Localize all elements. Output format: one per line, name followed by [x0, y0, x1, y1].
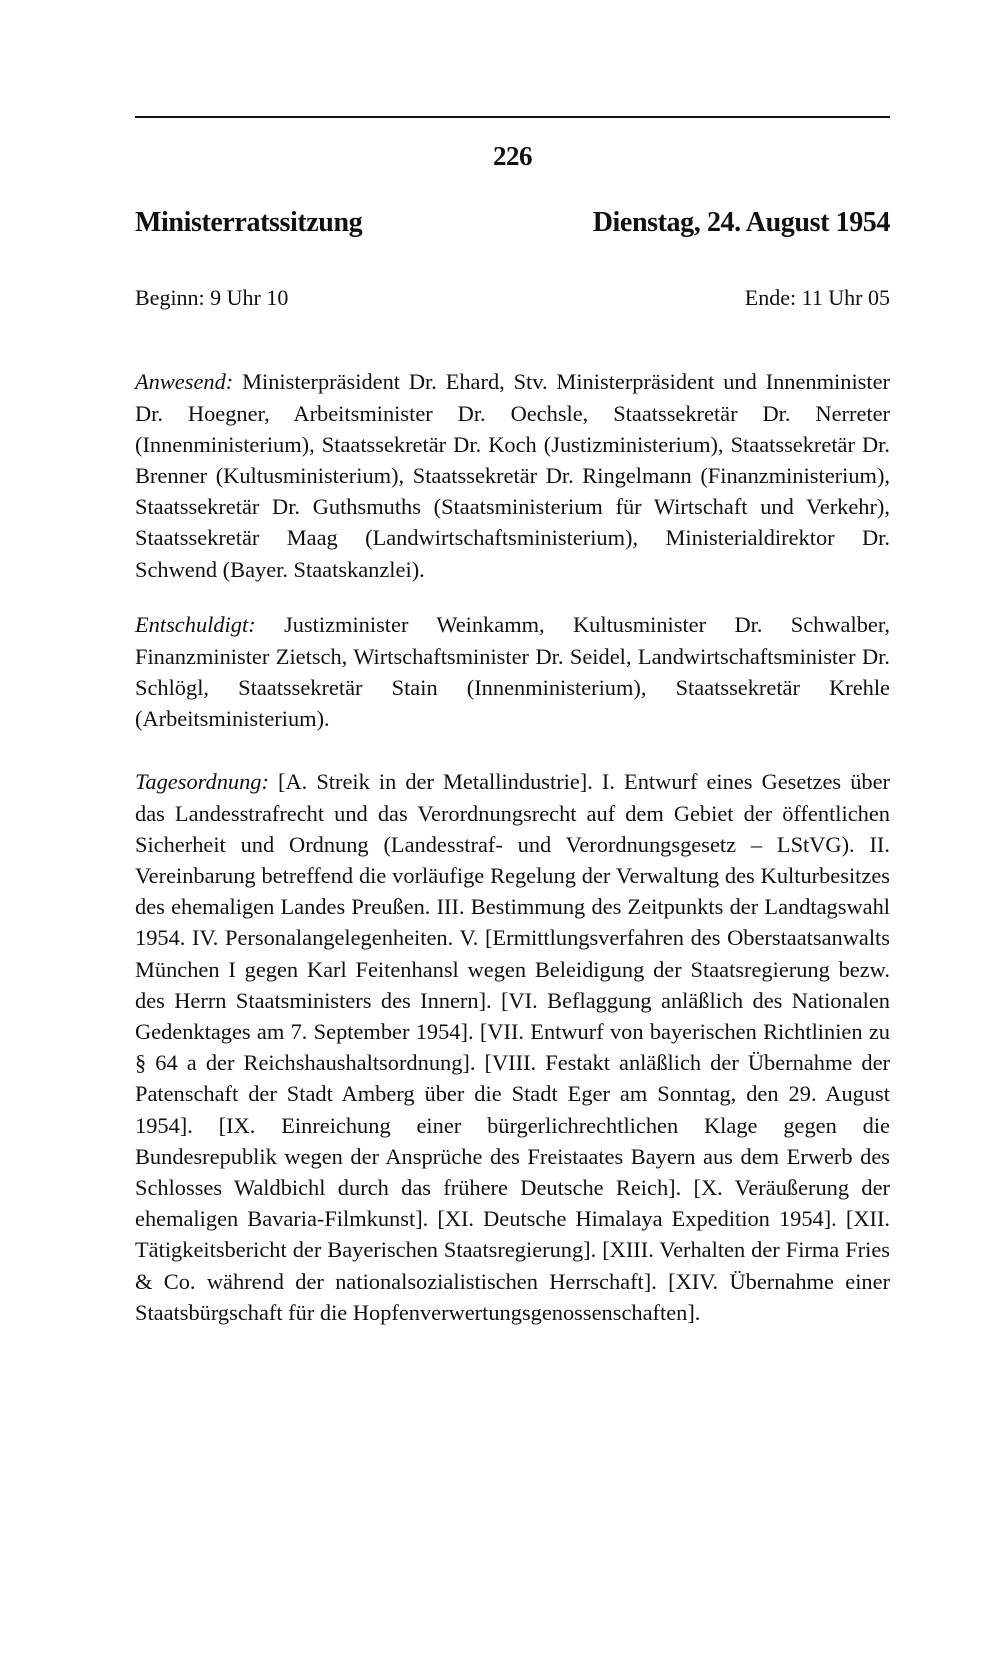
- agenda-paragraph: [135, 766, 890, 1328]
- session-times: [135, 285, 890, 311]
- end-time: Ende: 11 Uhr 05: [744, 285, 890, 310]
- attendees-label: Anwesend:: [135, 369, 234, 395]
- session-header: [135, 207, 890, 239]
- page-number: 226: [493, 141, 532, 171]
- agenda-text: [A. Streik in der Metallindustrie]. I. Entwurf eines Gesetzes über das Landesstrafrecht und das Verordnungsrecht auf dem Gebiet der öffentlichen Sicherheit und Ordnung (Landesstraf- und Verordnungsgesetz – LStVG). II. Vereinbarung betreffend die vorläufige Regelung der Verwaltung des Kulturbesitzes des ehemaligen Landes Preußen. III. Bestimmung des Zeitpunkts der Landtagswahl 1954. IV. Personalangelegenheiten. V. [Ermittlungsverfahren des Oberstaatsanwalts München I gegen Karl Feitenhansl wegen Beleidigung der Staatsregierung bezw. des Herrn Staatsministers des Innern]. [VI. Beflaggung anläßlich des Nationalen Gedenktages am 7. September 1954]. [VII. Entwurf von bayerischen Richtlinien zu § 64 a der Reichshaushaltsordnung]. [VIII. Festakt anläßlich der Übernahme der Patenschaft der Stadt Amberg über die Stadt Eger am Sonntag, den 29. August 1954]. [IX. Einreichung einer bürgerlichrechtlichen Klage gegen die Bundesrepublik wegen der Ansprüche des Freistaates Bayern aus dem Erwerb des Schlosses Waldbichl durch das frühere Deutsche Reich]. [X. Veräußerung der ehemaligen Bavaria-Filmkunst]. [XI. Deutsche Himalaya Expedition 1954]. [XII. Tätigkeitsbericht der Bayerischen Staatsregierung]. [XIII. Verhalten der Firma Fries & Co. während der nationalsozialistischen Herrschaft]. [XIV. Übernahme einer Staatsbürgschaft für die Hopfenverwertungsgenossenschaften].: [135, 769, 890, 1325]
- attendees-paragraph: [135, 366, 890, 584]
- begin-time: Beginn: 9 Uhr 10: [135, 285, 289, 310]
- session-title: Ministerratssitzung: [135, 207, 363, 238]
- excused-label: Entschuldigt:: [135, 612, 256, 638]
- attendees-text: Ministerpräsident Dr. Ehard, Stv. Ministerpräsident und Innenminister Dr. Hoegner, Arbeitsminister Dr. Oechsle, Staatssekretär Dr. Nerreter (Innenministerium), Staatssekretär Dr. Koch (Justizministerium), Staatssekretär Dr. Brenner (Kultusministerium), Staatssekretär Dr. Ringelmann (Finanzministerium), Staatssekretär Dr. Guthsmuths (Staatsministerium für Wirtschaft und Verkehr), Staatssekretär Maag (Landwirtschaftsministerium), Ministerialdirektor Dr. Schwend (Bayer. Staatskanzlei).: [135, 369, 890, 582]
- header-rule: [135, 116, 890, 118]
- excused-text: Justizminister Weinkamm, Kultusminister Dr. Schwalber, Finanzminister Zietsch, Wirtschaftsminister Dr. Seidel, Landwirtschaftsminister Dr. Schlögl, Staatssekretär Stain (Innenministerium), Staatssekretär Krehle (Arbeitsministerium).: [135, 612, 890, 731]
- excused-paragraph: [135, 609, 890, 734]
- session-date: Dienstag, 24. August 1954: [592, 207, 890, 238]
- agenda-label: Tagesordnung:: [135, 769, 269, 795]
